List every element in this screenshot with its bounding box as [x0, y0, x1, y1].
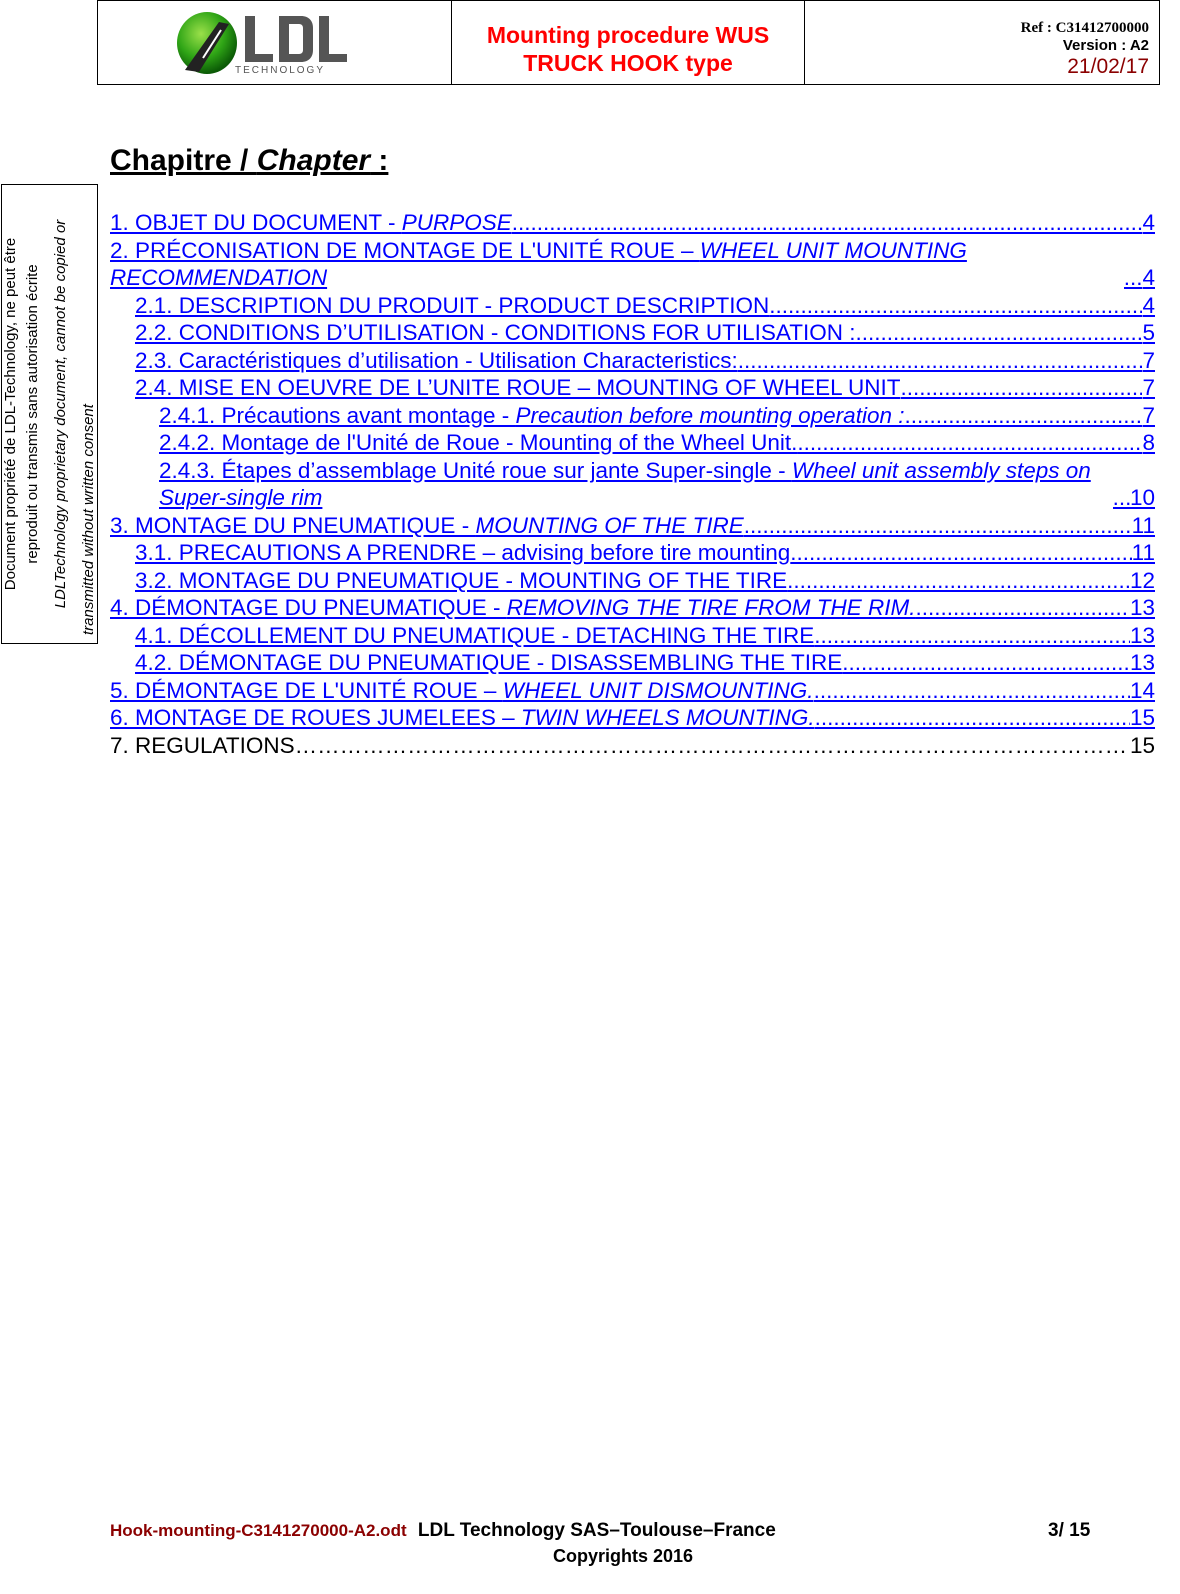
dot-leader	[1113, 484, 1130, 512]
chapter-heading: Chapitre / Chapter :	[110, 144, 389, 177]
toc-entry[interactable]	[110, 677, 1155, 705]
dot-leader	[787, 567, 1130, 595]
notice-en-1: LDLTechnology proprietary document, cannot be copied or	[51, 219, 69, 609]
dot-leader	[915, 594, 1130, 622]
toc-entry-title: 4.2. DÉMONTAGE DU PNEUMATIQUE - DISASSEMBLING THE TIRE	[135, 650, 843, 675]
page-number: 3/ 15	[1048, 1520, 1091, 1541]
toc-entry-title: 3.1. PRECAUTIONS A PRENDRE – advising before tire mounting	[135, 540, 791, 565]
reference-cell	[805, 1, 1159, 84]
toc-entry[interactable]	[110, 429, 1155, 457]
toc-entry[interactable]	[110, 649, 1155, 677]
toc-entry-title: 2.4.2. Montage de l'Unité de Roue - Mounting of the Wheel Unit.	[159, 430, 798, 455]
toc-entry	[110, 732, 1155, 760]
svg-text:TECHNOLOGY: TECHNOLOGY	[234, 64, 325, 76]
toc-entry[interactable]	[110, 292, 1155, 320]
toc-entry[interactable]	[110, 704, 1155, 732]
toc-page-number: 13	[1129, 622, 1155, 648]
toc-page-number: 7	[1142, 375, 1155, 400]
dot-leader	[901, 374, 1143, 402]
toc-entry-title: 3. MONTAGE DU PNEUMATIQUE -	[110, 512, 476, 538]
toc-entry[interactable]	[110, 457, 1155, 512]
table-of-contents	[110, 209, 1155, 759]
notice-en-2: transmitted without written consent	[79, 404, 97, 635]
toc-page-number: 11	[1131, 512, 1155, 538]
toc-entry-title: 6. MONTAGE DE ROUES JUMELEES –	[110, 705, 521, 730]
dot-leader	[842, 649, 1130, 677]
version: Version : A2	[1062, 37, 1149, 54]
toc-entry-title-en: PURPOSE	[401, 210, 512, 235]
dot-leader	[769, 292, 1142, 320]
dot-leader	[904, 402, 1142, 430]
toc-page-number: 13	[1129, 595, 1155, 620]
page-header	[97, 0, 1160, 85]
toc-entry[interactable]	[110, 319, 1155, 347]
toc-entry-title: 2. PRÉCONISATION DE MONTAGE DE L'UNITÉ ROUE –	[110, 237, 700, 263]
toc-entry-title: 2.4. MISE EN OEUVRE DE L’UNITE ROUE – MOUNTING OF WHEEL UNIT	[135, 375, 901, 400]
page-footer	[110, 1520, 1110, 1566]
toc-entry-title: 5. DÉMONTAGE DE L'UNITÉ ROUE –	[110, 677, 503, 703]
ldl-logo	[175, 10, 375, 76]
toc-page-number: 11	[1131, 540, 1155, 565]
title-line-1: Mounting procedure WUS	[486, 21, 770, 48]
dot-leader	[814, 677, 1130, 705]
dot-leader	[744, 512, 1132, 540]
toc-entry[interactable]	[110, 622, 1155, 650]
toc-page-number: 15	[1129, 705, 1155, 730]
toc-entry-title: 7. REGULATIONS	[110, 732, 295, 758]
dot-leader	[512, 209, 1143, 237]
toc-page-number: 5	[1142, 320, 1155, 345]
toc-page-number: 4	[1142, 265, 1155, 290]
document-title	[452, 1, 805, 84]
toc-entry-title-en: REMOVING THE TIRE FROM THE RIM.	[506, 595, 916, 620]
toc-entry[interactable]	[110, 237, 1155, 292]
reference-number: Ref : C31412700000	[1020, 20, 1149, 36]
dot-leader	[814, 622, 1130, 650]
date: 21/02/17	[1067, 55, 1149, 78]
toc-entry-title: 2.4.3. Étapes d’assemblage Unité roue sur jante Super-single -	[159, 457, 792, 483]
toc-page-number: 7	[1142, 402, 1155, 428]
toc-entry-title: 4. DÉMONTAGE DU PNEUMATIQUE -	[110, 595, 507, 620]
dot-leader	[295, 732, 1130, 760]
toc-entry-title-en: MOUNTING OF THE TIRE	[475, 512, 744, 538]
logo-cell	[98, 1, 452, 84]
toc-page-number: 8	[1142, 430, 1155, 455]
toc-page-number: 14	[1129, 677, 1155, 703]
toc-entry-title: 2.3. Caractéristiques d’utilisation - Utilisation Characteristics:	[135, 347, 738, 373]
confidentiality-notice	[1, 184, 98, 644]
toc-entry[interactable]	[110, 209, 1155, 237]
title-line-2: TRUCK HOOK type	[523, 49, 733, 76]
dot-leader	[738, 347, 1143, 375]
dot-leader	[790, 539, 1131, 567]
dot-leader	[815, 704, 1130, 732]
toc-entry-title-en: Wheel unit assembly steps on Super-single rim	[159, 457, 1091, 510]
dot-leader	[1124, 264, 1143, 292]
toc-page-number: 13	[1129, 650, 1155, 675]
dot-leader	[855, 319, 1142, 347]
toc-entry[interactable]	[110, 539, 1155, 567]
toc-page-number: 4	[1142, 292, 1155, 318]
toc-entry-title: 4.1. DÉCOLLEMENT DU PNEUMATIQUE - DETACHING THE TIRE	[135, 622, 815, 648]
toc-page-number: 15	[1129, 732, 1155, 758]
toc-entry-title: 2.4.1. Précautions avant montage -	[159, 402, 516, 428]
toc-entry-title: 2.1. DESCRIPTION DU PRODUIT - PRODUCT DESCRIPTION	[135, 292, 770, 318]
toc-entry[interactable]	[110, 567, 1155, 595]
footer-copyright: Copyrights 2016	[553, 1546, 694, 1566]
footer-company: LDL Technology SAS–Toulouse–France	[417, 1520, 776, 1541]
toc-entry-title: 3.2. MONTAGE DU PNEUMATIQUE - MOUNTING OF THE TIRE	[135, 567, 788, 593]
toc-entry[interactable]	[110, 402, 1155, 430]
toc-entry[interactable]	[110, 374, 1155, 402]
notice-fr-1: Document propriété de LDL-Technology, ne peut être	[1, 237, 19, 591]
toc-page-number: 7	[1142, 347, 1155, 373]
notice-fr-2: reproduit ou transmis sans autorisation écrite	[23, 264, 41, 564]
toc-page-number: 4	[1142, 210, 1155, 235]
toc-page-number: 12	[1129, 567, 1155, 593]
toc-entry-title-en: TWIN WHEELS MOUNTING.	[520, 705, 815, 730]
toc-entry-title: 2.2. CONDITIONS D’UTILISATION - CONDITIONS FOR UTILISATION :	[135, 320, 856, 345]
toc-entry[interactable]	[110, 347, 1155, 375]
dot-leader	[797, 429, 1142, 457]
toc-page-number: 10	[1129, 485, 1155, 510]
toc-entry[interactable]	[110, 594, 1155, 622]
toc-entry-title-en: WHEEL UNIT DISMOUNTING.	[502, 677, 814, 703]
toc-entry-title-en: Precaution before mounting operation :	[515, 402, 905, 428]
toc-entry-title: 1. OBJET DU DOCUMENT -	[110, 210, 402, 235]
footer-filename: Hook-mounting-C3141270000-A2.odt	[110, 1521, 407, 1540]
toc-entry[interactable]	[110, 512, 1155, 540]
toc-entry-title-en: WHEEL UNIT MOUNTING RECOMMENDATION	[110, 237, 967, 290]
